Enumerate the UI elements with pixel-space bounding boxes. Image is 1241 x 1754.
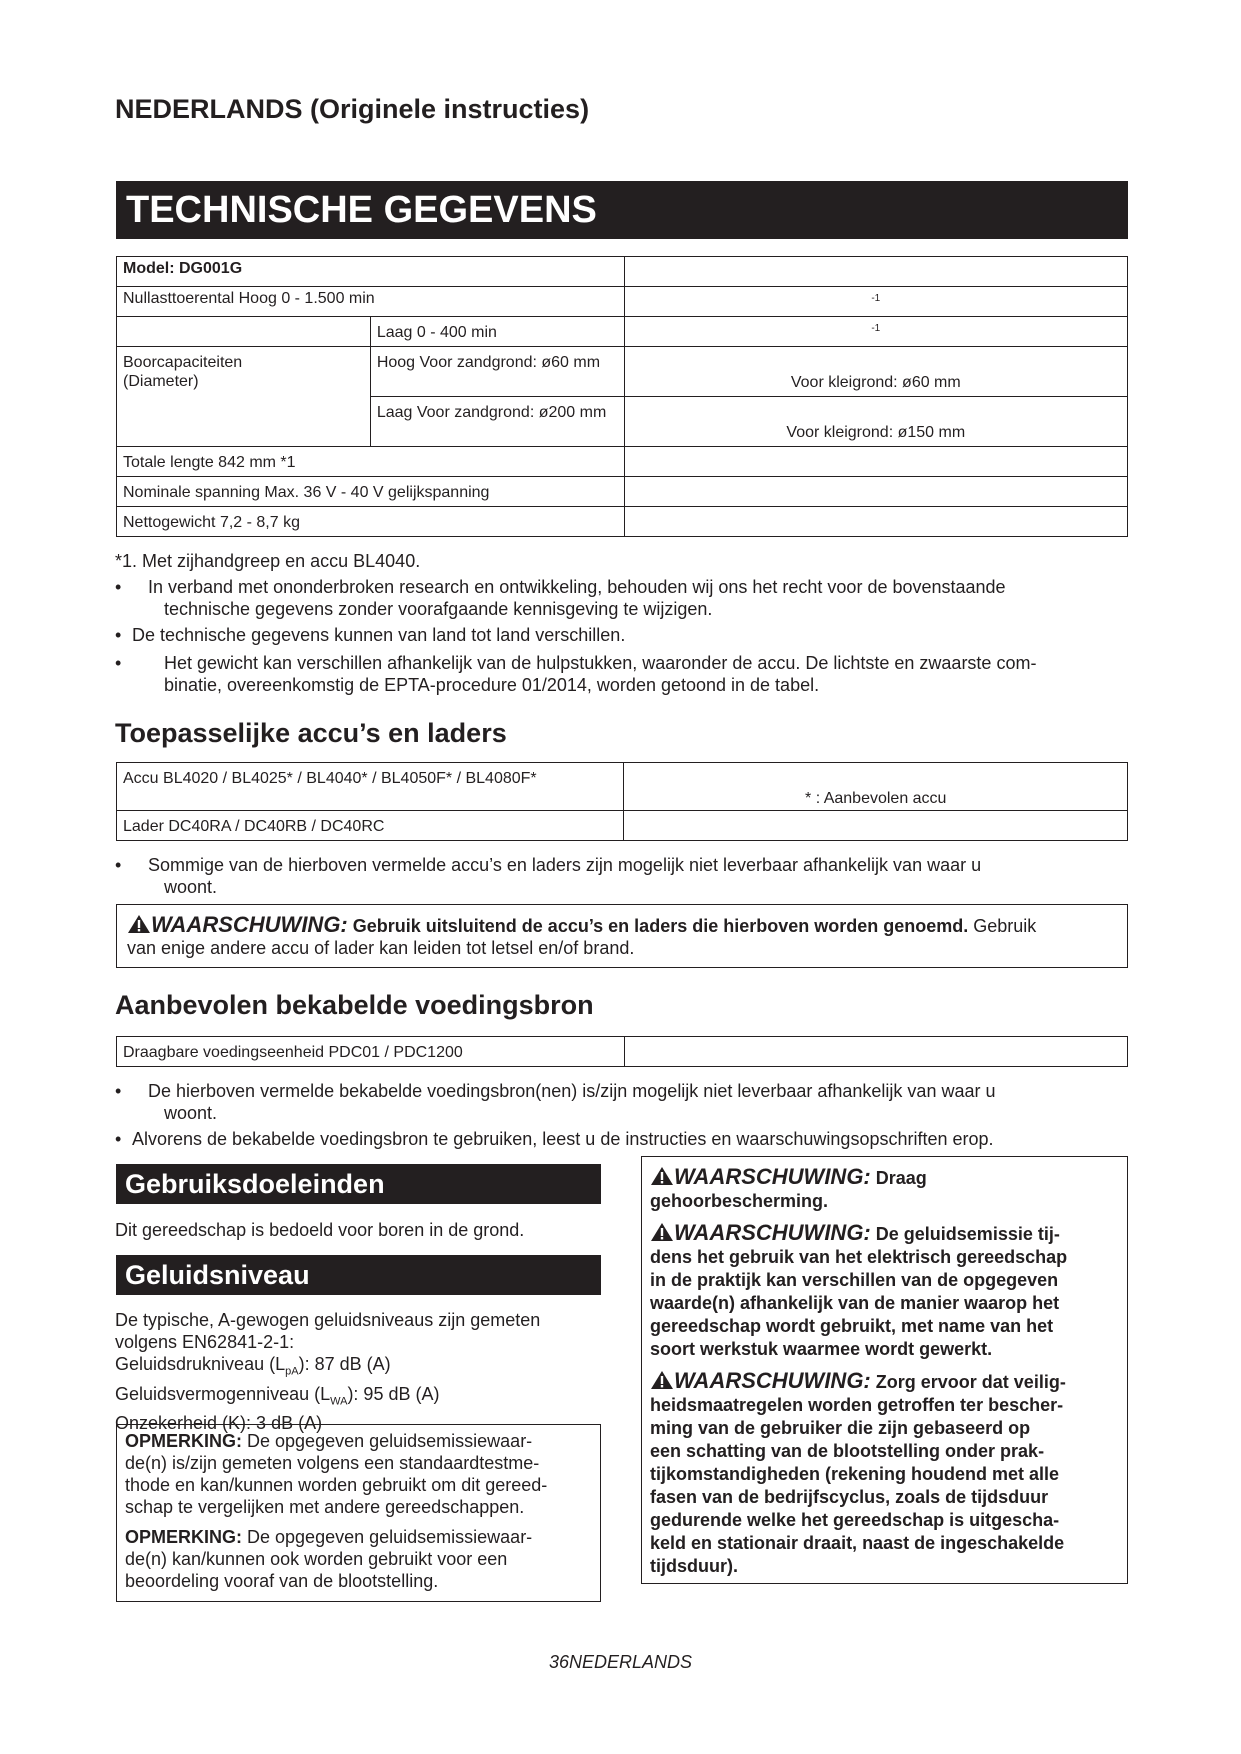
- spec-drilling-capacity: [117, 347, 371, 447]
- battery-availability-note: • Sommige van de hierboven vermelde accu’s en laders zijn mogelijk niet leverbaar afhankelijk van waar u woont.: [115, 854, 1130, 898]
- note-bullet-2-text: De technische gegevens kunnen van land tot land verschillen.: [132, 625, 626, 645]
- spec-high-clay: Voor kleigrond: ø60 mm: [624, 347, 1127, 397]
- power-table: [116, 1036, 1128, 1067]
- recommended-battery-note: * : Aanbevolen accu: [624, 763, 1128, 811]
- noise-warnings-box: WAARSCHUWING: Draag gehoorbescherming. WAARSCHUWING: De geluidsemissie tij- dens het gebruik van het elektrisch gereedschap in de praktijk kan verschillen van de opgegeven waarde(n) afhankelijk van de manier waarop het gereedschap wordt gebruikt, met name van het soort werkstuk waarmee wordt gewerkt. WAARSCHUWING: Zorg ervoor dat veilig- heidsmaatregelen worden getroffen ter bescher- ming van de gebruiker die zijn gebaseerd op een schatting van de blootstelling onder prak- tijkomstandigheden (rekening houdend met alle fasen van de bedrijfscyclus, zoals de tijdsduur gedurende welke het gereedschap is uitgescha- keld en stationair draait, naast de ingeschakelde tijdsduur).: [641, 1156, 1128, 1584]
- power-heading: Aanbevolen bekabelde voedingsbron: [115, 990, 594, 1020]
- note-label-1: OPMERKING:: [125, 1431, 242, 1451]
- power-note-2: • Alvorens de bekabelde voedingsbron te gebruiken, leest u de instructies en waarschuwingsopschriften erop.: [115, 1128, 1130, 1150]
- note-bullet-1-line2: technische gegevens zonder voorafgaande kennisgeving te wijzigen.: [164, 599, 713, 619]
- warning-triangle-icon: [650, 1166, 674, 1186]
- noise-note-box: OPMERKING: De opgegeven geluidsemissiewaar- de(n) is/zijn gemeten volgens een standaardtestme- thode en kan/kunnen worden gebruikt om dit gereed- schap te vergelijken met andere gereedschappen. OPMERKING: De opgegeven geluidsemissiewaar- de(n) kan/kunnen ook worden gebruikt voor een beoordeling vooraf van de blootstelling.: [116, 1424, 601, 1602]
- noise-uncertainty: Onzekerheid (K): 3 dB (A): [115, 1413, 323, 1434]
- battery-warning-bold: Gebruik uitsluitend de accu’s en laders die hierboven worden genoemd.: [352, 916, 969, 936]
- charger-list: Lader DC40RA / DC40RB / DC40RC: [117, 811, 624, 841]
- battery-warning-rest2: van enige andere accu of lader kan leiden tot letsel en/of brand.: [127, 938, 635, 958]
- spec-high-sand: Hoog Voor zandgrond: ø60 mm: [370, 347, 624, 397]
- noise-section: [115, 1309, 600, 1434]
- noise-heading: Geluidsniveau: [116, 1255, 601, 1295]
- usage-text: Dit gereedschap is bedoeld voor boren in de grond.: [115, 1220, 525, 1240]
- battery-warning-rest1: Gebruik: [973, 916, 1037, 936]
- spec-table: [116, 256, 1128, 537]
- note-bullet-1-line1: In verband met ononderbroken research en ontwikkeling, behouden wij ons het recht voor de bovenstaande: [148, 577, 1006, 597]
- battery-list: Accu BL4020 / BL4025* / BL4040* / BL4050F* / BL4080F*: [117, 763, 624, 811]
- note-bullet-3-line2: binatie, overeenkomstig de EPTA-procedure 01/2014, worden getoond in de tabel.: [164, 675, 820, 695]
- footnote-1: *1. Met zijhandgreep en accu BL4040.: [115, 551, 421, 571]
- spec-net-weight: Nettogewicht 7,2 - 8,7 kg: [117, 507, 625, 537]
- spec-rated-voltage: Nominale spanning Max. 36 V - 40 V gelijkspanning: [117, 477, 625, 507]
- spec-no-load-speed: Nullasttoerental Hoog 0 - 1.500 min: [117, 287, 625, 317]
- spec-overall-length: Totale lengte 842 mm *1: [117, 447, 625, 477]
- sound-pressure-level: Geluidsdrukniveau $(L_{pA})$: 87 dB (A): [115, 1354, 391, 1378]
- note-bullet-3: • Het gewicht kan verschillen afhankelijk van de hulpstukken, waaronder de accu. De lichtste en zwaarste com- binatie, overeenkomstig de EPTA-procedure 01/2014, worden getoond in de tabel.: [115, 652, 1130, 696]
- note-bullet-3-line1: Het gewicht kan verschillen afhankelijk van de hulpstukken, waaronder de accu. De lichtste en zwaarste com-: [164, 653, 1037, 673]
- power-note-2-text: Alvorens de bekabelde voedingsbron te gebruiken, leest u de instructies en waarschuwingsopschriften erop.: [132, 1129, 994, 1149]
- battery-note-line1: Sommige van de hierboven vermelde accu’s en laders zijn mogelijk niet leverbaar afhankelijk van waar u: [148, 855, 982, 875]
- note-bullet-2: • De technische gegevens kunnen van land tot land verschillen.: [115, 624, 1130, 646]
- noise-line2: volgens EN62841-2-1:: [115, 1332, 295, 1352]
- batteries-heading: Toepasselijke accu’s en laders: [115, 718, 507, 748]
- sound-power-level: Geluidsvermogenniveau $(L_{WA})$: 95 dB (A): [115, 1383, 440, 1408]
- language-title: NEDERLANDS (Originele instructies): [115, 94, 590, 124]
- spec-low-clay: Voor kleigrond: ø150 mm: [624, 397, 1127, 447]
- battery-warning-box: [116, 904, 1128, 968]
- min-superscript-low: -1: [871, 323, 881, 334]
- warning-triangle-icon: [650, 1222, 674, 1242]
- page-footer: 36NEDERLANDS: [548, 1652, 693, 1672]
- note-bullet-1: • In verband met ononderbroken research en ontwikkeling, behouden wij ons het recht voor de bovenstaande technische gegevens zonder voorafgaande kennisgeving te wijzigen.: [115, 576, 1130, 620]
- min-superscript: -1: [871, 293, 881, 304]
- power-note-1: • De hierboven vermelde bekabelde voedingsbron(nen) is/zijn mogelijk niet leverbaar afhankelijk van waar u woont.: [115, 1080, 1130, 1124]
- spec-drilling-capacity-label: Boorcapaciteiten: [123, 354, 243, 371]
- page-banner-title: TECHNISCHE GEGEVENS: [116, 181, 1128, 239]
- spec-model: Model: DG001G: [117, 257, 625, 287]
- warning-triangle-icon: [650, 1370, 674, 1390]
- battery-warning-label: WAARSCHUWING:: [151, 912, 348, 937]
- battery-note-line2: woont.: [164, 877, 218, 897]
- spec-drilling-capacity-sub: (Diameter): [123, 373, 199, 390]
- battery-table: [116, 762, 1128, 841]
- spec-no-load-speed-low: Laag 0 - 400 min: [370, 317, 624, 347]
- usage-heading: Gebruiksdoeleinden: [116, 1164, 601, 1204]
- power-note-1-line2: woont.: [164, 1103, 218, 1123]
- power-unit: Draagbare voedingseenheid PDC01 / PDC1200: [117, 1037, 625, 1067]
- noise-line1: De typische, A-gewogen geluidsniveaus zijn gemeten: [115, 1310, 541, 1330]
- warning-triangle-icon: [127, 914, 151, 934]
- note-label-2: OPMERKING:: [125, 1527, 242, 1547]
- power-note-1-line1: De hierboven vermelde bekabelde voedingsbron(nen) is/zijn mogelijk niet leverbaar afhankelijk van waar u: [148, 1081, 996, 1101]
- spec-low-sand: Laag Voor zandgrond: ø200 mm: [370, 397, 624, 447]
